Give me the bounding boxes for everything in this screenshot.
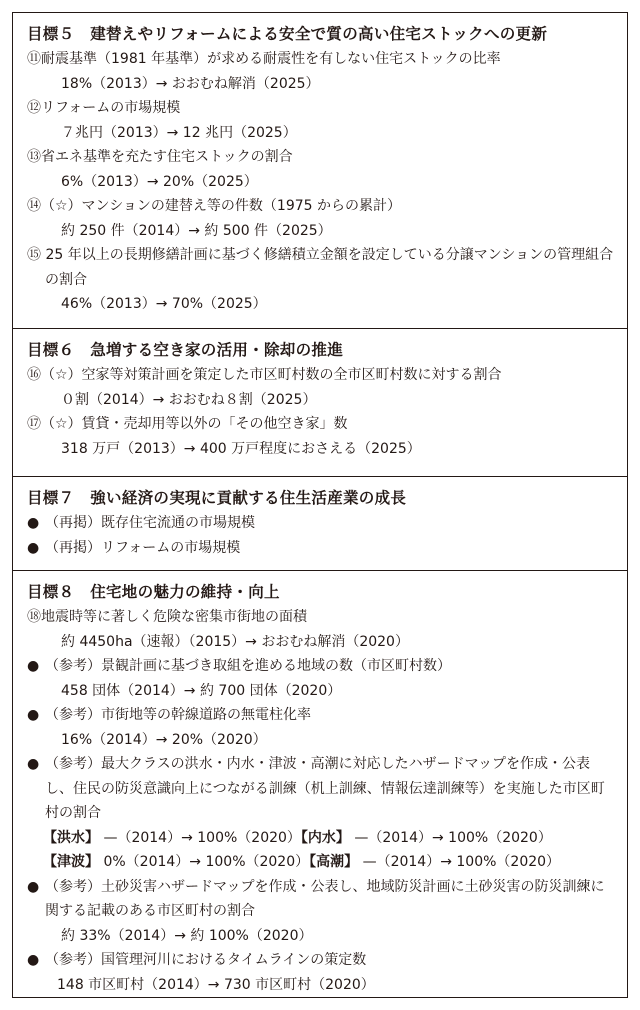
indicator-label: ⑰（☆）賃貸・売却用等以外の「その他空き家」数 (27, 416, 348, 432)
indicator-18 (27, 605, 617, 654)
bullet-icon: ● (27, 539, 40, 556)
indicator-value: 18%（2013）→ おおむね解消（2025） (61, 75, 320, 92)
reference-value: 148 市区町村（2014）→ 730 市区町村（2020） (57, 976, 375, 993)
goal-6-section (13, 328, 627, 476)
reference-values-row-1 (27, 826, 617, 851)
indicator-value: 6%（2013）→ 20%（2025） (61, 173, 258, 190)
reference-label: ● （参考）国管理河川におけるタイムラインの策定数 (27, 948, 617, 973)
indicator-value: 約 250 件（2014）→ 約 500 件（2025） (61, 222, 332, 239)
indicator-value: 約 4450ha（速報）（2015）→ おおむね解消（2020） (61, 633, 409, 650)
indicator-label: ⑯（☆）空家等対策計画を策定した市区町村数の全市区町村数に対する割合 (27, 367, 502, 383)
bullet-icon: ● (27, 658, 40, 674)
reference-label: ● （参考）最大クラスの洪水・内水・津波・高潮に対応したハザードマップを作成・公表し、住民の防災意識向上につながる訓練（机上訓練、情報伝達訓練等）を実施した市区町村の割合 (27, 752, 617, 826)
reference-utility-poles (27, 703, 617, 752)
indicator-label: ⑭（☆）マンションの建替え等の件数（1975 からの累計） (27, 198, 401, 214)
bullet-icon: ● (27, 878, 40, 895)
indicator-label: ⑪耐震基準（1981 年基準）が求める耐震性を有しない住宅ストックの比率 (27, 51, 501, 67)
goal-5-heading: 目標５ 建替えやリフォームによる安全で質の高い住宅ストックへの更新 (27, 25, 548, 43)
reference-label: ● （参考）景観計画に基づき取組を進める地域の数（市区町村数） (27, 654, 617, 679)
goal-8-heading: 目標８ 住宅地の魅力の維持・向上 (27, 583, 280, 601)
bullet-icon: ● (27, 756, 40, 772)
bullet-icon: ● (27, 515, 40, 531)
inland-value: —（2014）→ 100%（2020） (349, 829, 552, 846)
bullet-icon: ● (27, 707, 40, 723)
surge-tag: 【高潮】 (309, 854, 359, 870)
indicator-16 (27, 363, 617, 412)
indicator-label: ⑱地震時等に著しく危険な密集市街地の面積 (27, 609, 307, 625)
indicator-15 (27, 243, 617, 317)
item-label: （再掲）リフォームの市場規模 (45, 539, 241, 556)
bullet-item (27, 511, 617, 536)
indicator-value: ０割（2014）→ おおむね８割（2025） (61, 391, 317, 408)
goal-5-section (13, 13, 627, 328)
goal-7-section (13, 476, 627, 570)
bullet-item (27, 536, 617, 561)
reference-values-row-2 (27, 850, 617, 875)
reference-value: 458 団体（2014）→ 約 700 団体（2020） (61, 682, 342, 699)
indicator-value: 318 万戸（2013）→ 400 万戸程度におさえる（2025） (61, 440, 421, 457)
indicator-13 (27, 145, 617, 194)
item-label: （再掲）既存住宅流通の市場規模 (45, 515, 255, 531)
reference-landscape (27, 654, 617, 703)
goal-6-heading: 目標６ 急増する空き家の活用・除却の推進 (27, 341, 344, 359)
reference-timeline (27, 948, 617, 997)
tsunami-value: 0%（2014）→ 100%（2020） (99, 854, 310, 870)
reference-landslide (27, 875, 617, 949)
indicator-14 (27, 194, 617, 243)
reference-label: ● （参考）市街地等の幹線道路の無電柱化率 (27, 703, 617, 728)
indicator-17 (27, 412, 617, 461)
reference-label: ● （参考）土砂災害ハザードマップを作成・公表し、地域防災計画に土砂災害の防災訓練に関する記載のある市区町村の割合 (27, 875, 617, 924)
surge-value: —（2014）→ 100%（2020） (358, 854, 561, 870)
indicator-value: 46%（2013）→ 70%（2025） (61, 296, 267, 312)
indicator-12 (27, 96, 617, 145)
flood-value: —（2014）→ 100%（2020） (99, 829, 301, 846)
goals-frame (12, 12, 628, 998)
indicator-label: ⑬省エネ基準を充たす住宅ストックの割合 (27, 149, 293, 165)
indicator-value: ７兆円（2013）→ 12 兆円（2025） (61, 124, 297, 141)
tsunami-tag: 【津波】 (43, 854, 99, 870)
flood-tag: 【洪水】 (43, 829, 99, 846)
reference-hazard-map (27, 752, 617, 875)
reference-value: 16%（2014）→ 20%（2020） (61, 731, 267, 748)
bullet-icon: ● (27, 952, 40, 968)
indicator-label: ⑮ 25 年以上の長期修繕計画に基づく修繕積立金額を設定している分譲マンションの管理組合の割合 (27, 247, 614, 288)
indicator-label: ⑫リフォームの市場規模 (27, 100, 181, 116)
goal-7-heading: 目標７ 強い経済の実現に貢献する住生活産業の成長 (27, 489, 407, 507)
goal-8-section (13, 570, 627, 998)
inland-tag: 【内水】 (300, 829, 350, 846)
indicator-11 (27, 47, 617, 96)
reference-value: 約 33%（2014）→ 約 100%（2020） (61, 927, 313, 944)
